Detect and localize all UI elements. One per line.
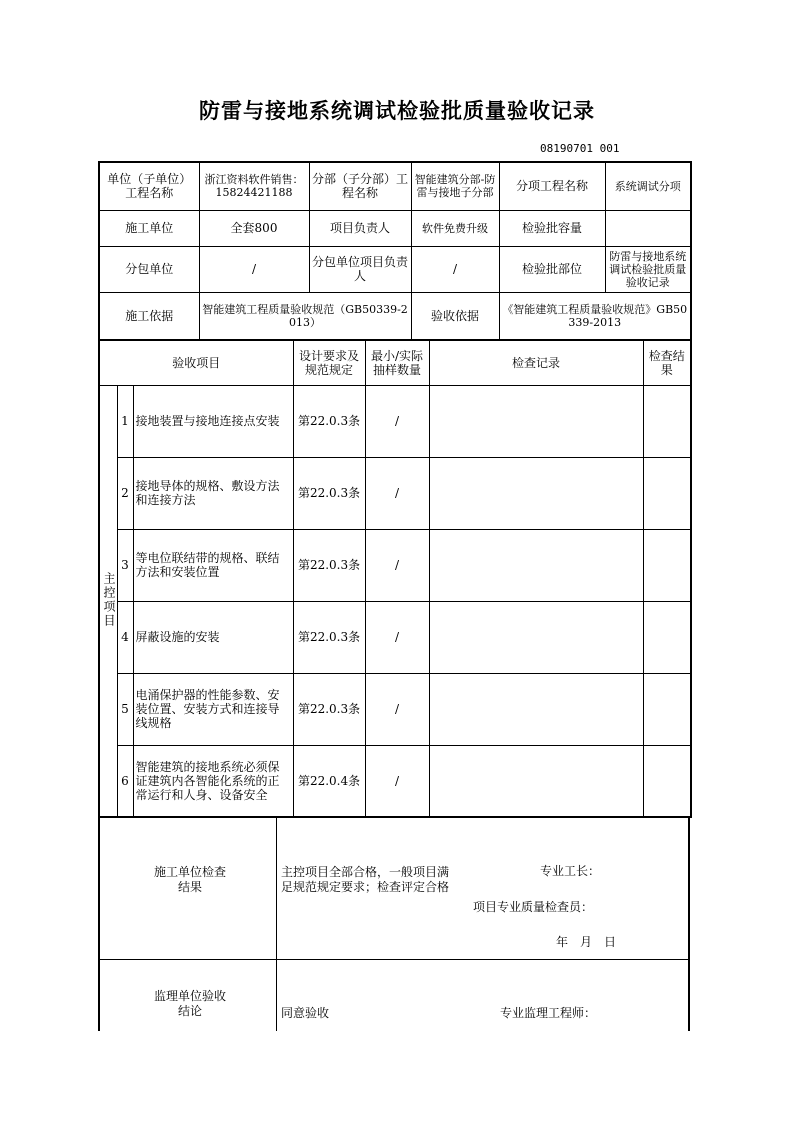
item-clause: 第22.0.3条 [293, 529, 365, 601]
col-item: 验收项目 [99, 340, 293, 385]
subcontractor-value: / [199, 246, 309, 292]
accept-basis-label: 验收依据 [411, 292, 499, 340]
item-result [643, 673, 691, 745]
unit-value: 浙江资料软件销售：15824421188 [199, 162, 309, 210]
item-name: 接地导体的规格、敷设方法和连接方法 [133, 457, 293, 529]
page-title: 防雷与接地系统调试检验批质量验收记录 [199, 98, 595, 123]
pm-label: 项目负责人 [309, 210, 411, 246]
sub-item-label: 分项工程名称 [499, 162, 605, 210]
foreman-label: 专业工长： [540, 864, 601, 878]
basis-value: 智能建筑工程质量验收规范（GB50339-2013） [199, 292, 411, 340]
item-name: 智能建筑的接地系统必须保证建筑内各智能化系统的正常运行和人身、设备安全 [133, 745, 293, 817]
sub-item-value: 系统调试分项 [605, 162, 691, 210]
supervision-text: 同意验收 [281, 1006, 330, 1020]
item-no: 2 [117, 457, 133, 529]
subcontractor-label: 分包单位 [99, 246, 199, 292]
item-result [643, 601, 691, 673]
item-clause: 第22.0.3条 [293, 385, 365, 457]
item-result [643, 457, 691, 529]
item-record [429, 673, 643, 745]
contractor-value: 全套800 [199, 210, 309, 246]
item-clause: 第22.0.3条 [293, 601, 365, 673]
inspector-label: 项目专业质量检查员： [473, 900, 594, 914]
item-name: 屏蔽设施的安装 [133, 601, 293, 673]
supervision-engineer-label: 专业监理工程师： [500, 1006, 597, 1020]
sub-pm-value: / [411, 246, 499, 292]
sub-pm-label: 分包单位项目负责人 [309, 246, 411, 292]
capacity-label: 检验批容量 [499, 210, 605, 246]
items-table [98, 339, 692, 818]
item-clause: 第22.0.3条 [293, 673, 365, 745]
item-record [429, 385, 643, 457]
item-clause: 第22.0.3条 [293, 457, 365, 529]
supervision-section [98, 959, 690, 1031]
item-no: 5 [117, 673, 133, 745]
unit-label: 单位（子单位）工程名称 [99, 162, 199, 210]
col-result: 检查结果 [643, 340, 691, 385]
pm-value: 软件免费升级 [411, 210, 499, 246]
item-name: 接地装置与接地连接点安装 [133, 385, 293, 457]
col-design: 设计要求及规范规定 [293, 340, 365, 385]
header-table [98, 161, 692, 341]
item-sample: / [365, 745, 429, 817]
item-result [643, 385, 691, 457]
main-control-group: 主控项目 [99, 385, 117, 817]
check-date: 年 月 日 [556, 935, 617, 949]
construction-check-text: 主控项目全部合格，一般项目满足规范规定要求；检查评定合格 [281, 865, 450, 894]
item-result [643, 745, 691, 817]
item-name: 等电位联结带的规格、联结方法和安装位置 [133, 529, 293, 601]
basis-label: 施工依据 [99, 292, 199, 340]
item-name: 电涌保护器的性能参数、安装位置、安装方式和连接导线规格 [133, 673, 293, 745]
item-record [429, 457, 643, 529]
document-code: 08190701 001 [540, 142, 620, 155]
item-sample: / [365, 673, 429, 745]
col-record: 检查记录 [429, 340, 643, 385]
col-sample: 最小/实际抽样数量 [365, 340, 429, 385]
accept-basis-value: 《智能建筑工程质量验收规范》GB50339-2013 [499, 292, 691, 340]
item-sample: / [365, 601, 429, 673]
contractor-label: 施工单位 [99, 210, 199, 246]
item-no: 1 [117, 385, 133, 457]
item-no: 4 [117, 601, 133, 673]
item-clause: 第22.0.4条 [293, 745, 365, 817]
part-value: 防雷与接地系统调试检验批质量验收记录 [605, 246, 691, 292]
item-no: 6 [117, 745, 133, 817]
part-label: 检验批部位 [499, 246, 605, 292]
construction-check-label: 施工单位检查结果 [154, 865, 227, 894]
item-sample: / [365, 385, 429, 457]
division-label: 分部（子分部）工程名称 [309, 162, 411, 210]
item-sample: / [365, 529, 429, 601]
construction-check-section [98, 816, 690, 960]
item-sample: / [365, 457, 429, 529]
item-result [643, 529, 691, 601]
division-value: 智能建筑分部-防雷与接地子分部 [411, 162, 499, 210]
capacity-value [605, 210, 691, 246]
item-record [429, 601, 643, 673]
supervision-label: 监理单位验收结论 [154, 989, 227, 1018]
item-record [429, 529, 643, 601]
item-no: 3 [117, 529, 133, 601]
item-record [429, 745, 643, 817]
